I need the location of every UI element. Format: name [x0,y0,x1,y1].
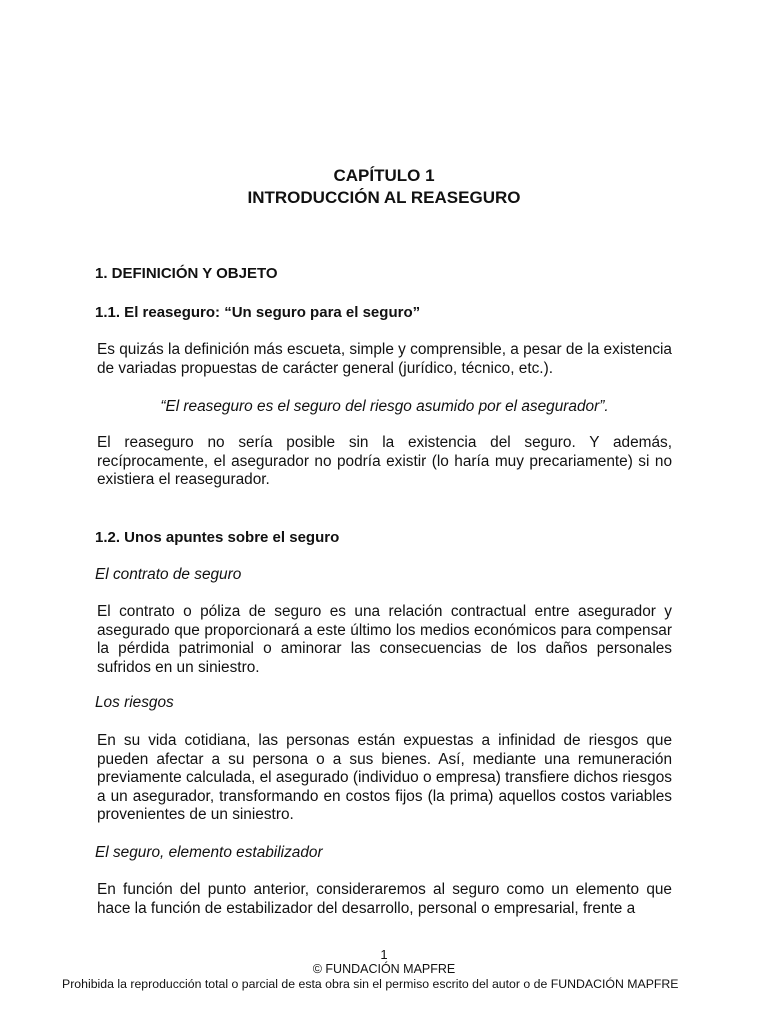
quote-definition: “El reaseguro es el seguro del riesgo asumido por el asegurador”. [160,398,609,415]
paragraph-stabilizer: En función del punto anterior, consideraremos al seguro como un elemento que hace la función de estabilizador del desarrollo, personal o empresarial, frente a [97,881,672,917]
paragraph-contract: El contrato o póliza de seguro es una relación contractual entre asegurador y asegurado que proporcionará a este último los medios económicos para compensar la pérdida patrimonial o aminorar las consecuencias de los daños personales sufridos en un siniestro. [97,603,672,676]
subheading-contract: El contrato de seguro [95,566,242,583]
subsection-heading-apuntes: 1.2. Unos apuntes sobre el seguro [95,529,340,546]
section-heading-definition: 1. DEFINICIÓN Y OBJETO [95,265,278,282]
paragraph-definition: Es quizás la definición más escueta, simple y comprensible, a pesar de la existencia de variadas propuestas de carácter general (jurídico, técnico, etc.). [97,341,672,377]
subheading-risks: Los riesgos [95,694,174,711]
page-number: 1 [380,947,388,962]
paragraph-risks: En su vida cotidiana, las personas están expuestas a infinidad de riesgos que pueden afectar a su persona o a sus bienes. Así, mediante una remuneración previamente calculada, el asegurado (individuo o empresa) transfiere dichos riesgos a un asegurador, transformando en costos fijos (la prima) aquellos costos variables provenientes de un siniestro. [97,732,672,824]
paragraph-reciprocity: El reaseguro no sería posible sin la existencia del seguro. Y además, recíprocamente, el asegurador no podría existir (lo haría muy precariamente) si no existiera el reasegurador. [97,434,672,489]
footer-copyright: © FUNDACIÓN MAPFRE [312,962,456,976]
chapter-number: CAPÍTULO 1 [333,166,435,185]
chapter-title [0,165,768,209]
subheading-stabilizer: El seguro, elemento estabilizador [95,844,323,861]
chapter-name: INTRODUCCIÓN AL REASEGURO [247,188,521,207]
subsection-heading-reaseguro: 1.1. El reaseguro: “Un seguro para el seguro” [95,304,421,321]
footer-notice: Prohibida la reproducción total o parcial de esta obra sin el permiso escrito del autor o de FUNDACIÓN MAPFRE [62,977,679,991]
